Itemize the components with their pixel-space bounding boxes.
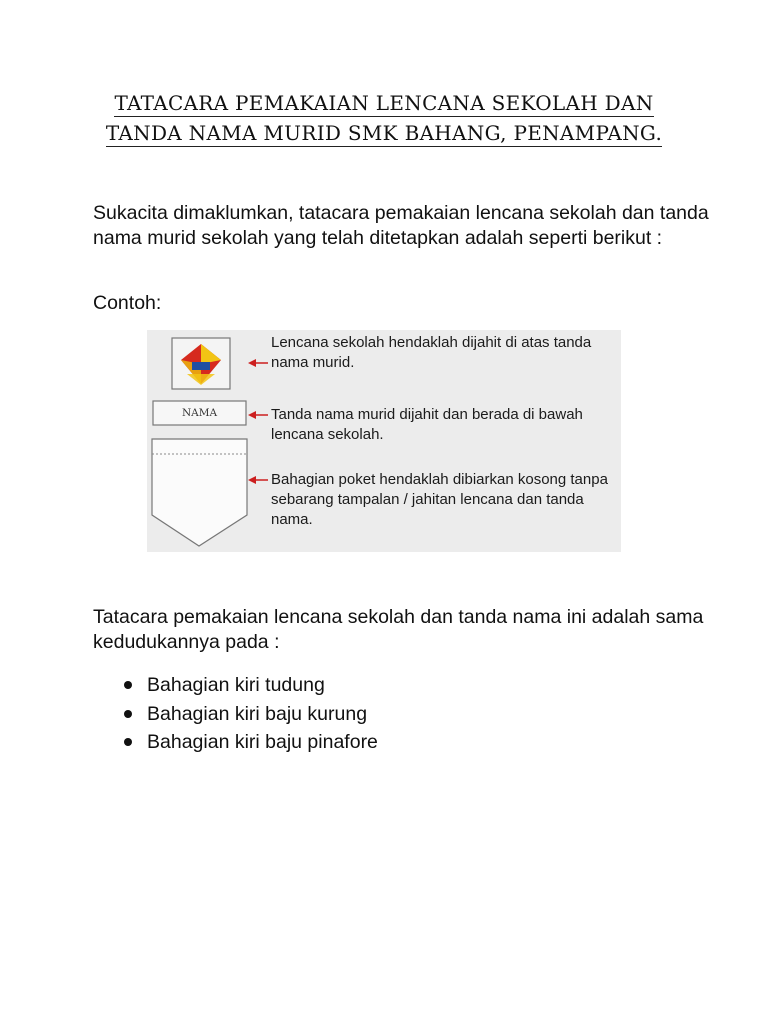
document-title <box>60 88 708 148</box>
title-line-1: TATACARA PEMAKAIAN LENCANA SEKOLAH DAN <box>114 91 654 115</box>
list-item-text: Bahagian kiri tudung <box>147 674 325 696</box>
name-tag-label: NAMA <box>181 407 218 419</box>
list-item <box>122 728 378 757</box>
bullet-icon <box>124 710 132 718</box>
pocket-shape <box>152 439 247 546</box>
intro-paragraph: Sukacita dimaklumkan, tatacara pemakaian lencana sekolah dan tanda nama murid sekolah yang telah ditetapkan adalah seperti berikut : <box>93 202 709 249</box>
list-item <box>122 671 378 700</box>
figure-label-badge: Lencana sekolah hendaklah dijahit di atas tanda nama murid. <box>271 334 592 371</box>
list-item-text: Bahagian kiri baju kurung <box>147 702 368 725</box>
list-item <box>122 700 378 729</box>
example-label: Contoh: <box>93 292 162 314</box>
placement-list <box>122 671 378 757</box>
arrow-icon <box>248 476 268 484</box>
figure-label-name-tag: Tanda nama murid dijahit dan berada di bawah lencana sekolah. <box>271 406 583 443</box>
badge-placement-figure <box>147 330 621 552</box>
bullet-icon <box>124 681 132 689</box>
arrow-icon <box>248 359 268 367</box>
closing-paragraph: Tatacara pemakaian lencana sekolah dan tanda nama ini adalah sama kedudukannya pada : <box>93 606 704 653</box>
bullet-icon <box>124 738 132 746</box>
list-item-text: Bahagian kiri baju pinafore <box>147 731 378 753</box>
title-line-2: TANDA NAMA MURID SMK BAHANG, PENAMPANG. <box>105 121 663 145</box>
arrow-icon <box>248 411 268 419</box>
figure-label-pocket: Bahagian poket hendaklah dibiarkan kosong tanpa sebarang tampalan / jahitan lencana dan tanda nama. <box>271 471 608 528</box>
